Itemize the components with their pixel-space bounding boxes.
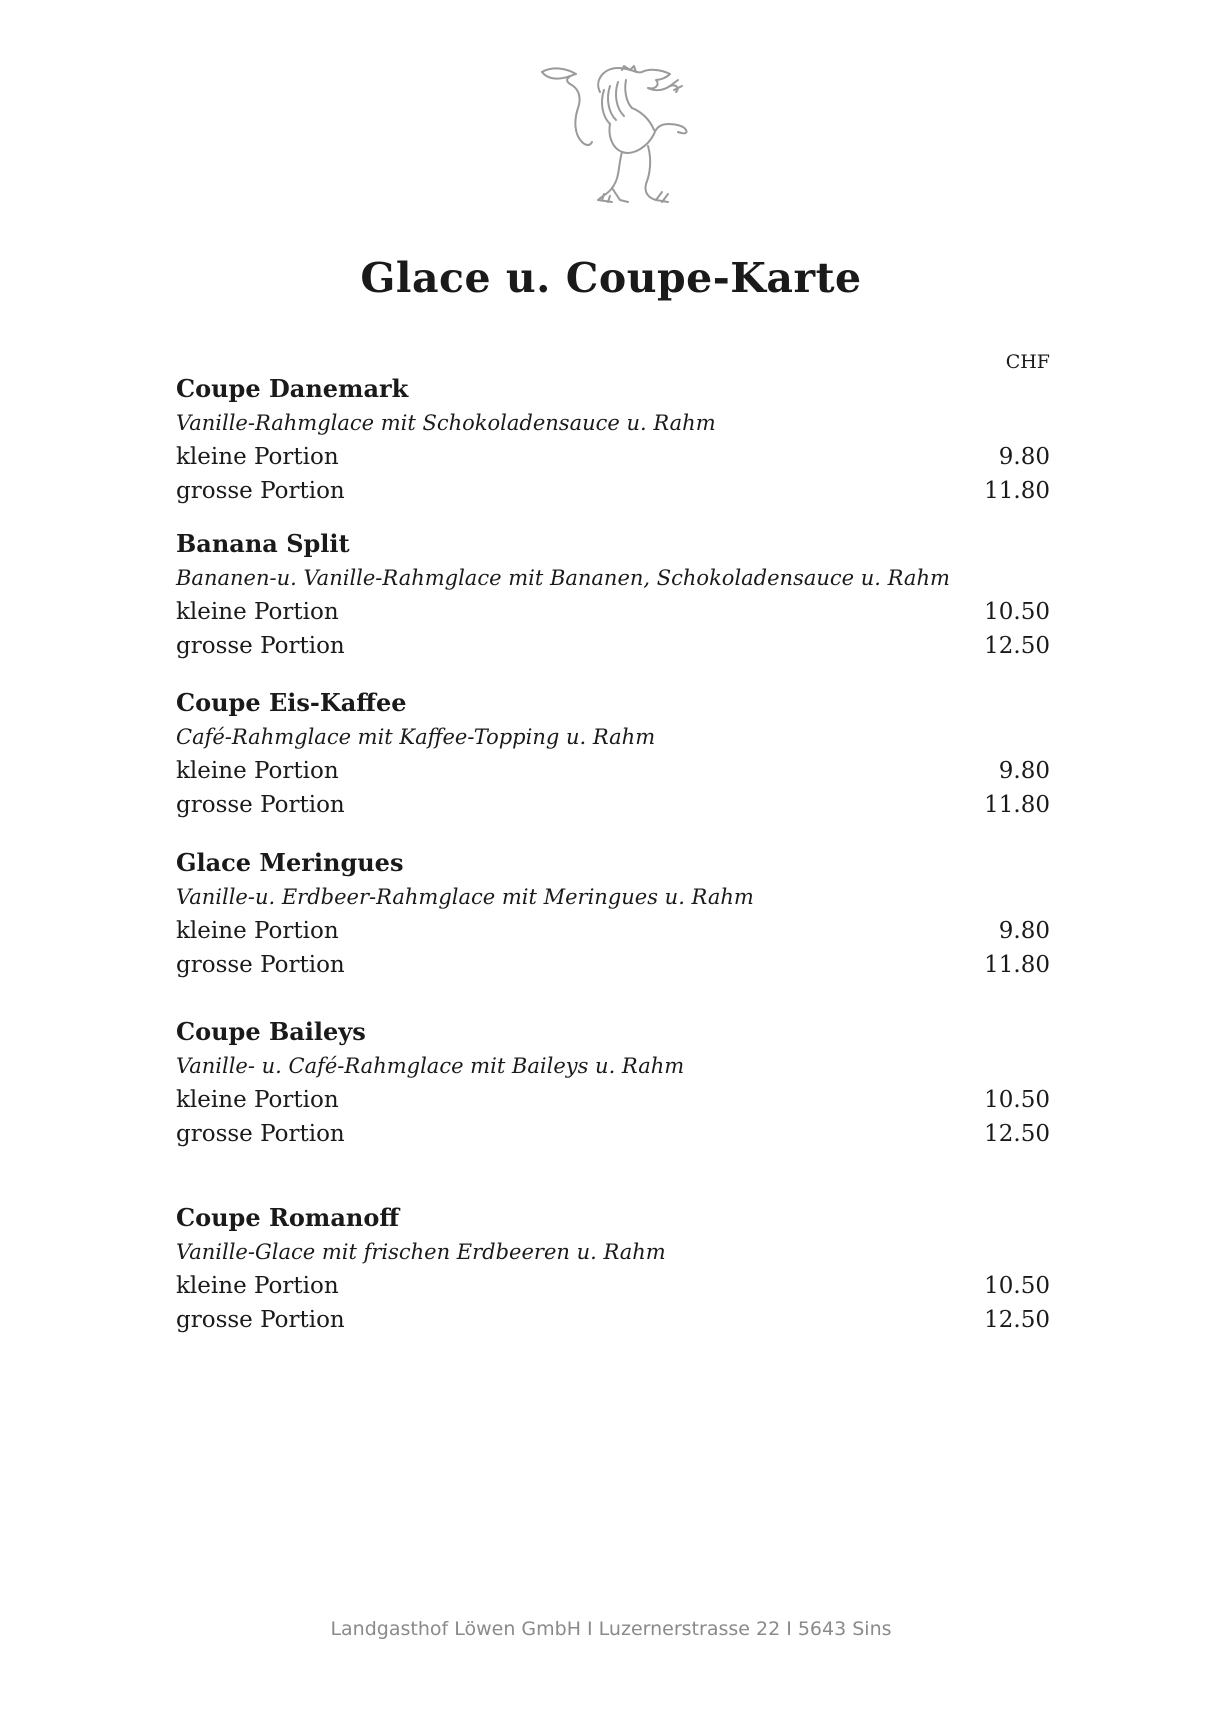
portion-label: kleine Portion [176, 1087, 339, 1113]
portion-label: kleine Portion [176, 918, 339, 944]
portion-label: grosse Portion [176, 952, 345, 978]
menu-item [176, 686, 1050, 822]
page-title: Glace u. Coupe-Karte [360, 254, 862, 302]
portion-label: kleine Portion [176, 444, 339, 470]
item-name: Coupe Baileys [176, 1017, 366, 1046]
portion-label: kleine Portion [176, 599, 339, 625]
portion-price: 12.50 [984, 633, 1050, 659]
menu-item [176, 1015, 1050, 1151]
item-description: Vanille-Glace mit frischen Erdbeeren u. Rahm [176, 1240, 666, 1264]
portion-row [176, 440, 1050, 474]
portion-price: 9.80 [998, 758, 1050, 784]
portion-price: 10.50 [984, 599, 1050, 625]
item-name: Coupe Eis-Kaffee [176, 688, 407, 717]
portion-row [176, 1303, 1050, 1337]
item-description: Café-Rahmglace mit Kaffee-Topping u. Rahm [176, 725, 656, 749]
portion-price: 12.50 [984, 1121, 1050, 1147]
portion-price: 11.80 [984, 792, 1050, 818]
portion-price: 10.50 [984, 1087, 1050, 1113]
portion-row [176, 914, 1050, 948]
item-name: Coupe Danemark [176, 374, 409, 403]
portion-price: 11.80 [984, 478, 1050, 504]
portion-row [176, 788, 1050, 822]
portion-row [176, 1269, 1050, 1303]
portion-label: grosse Portion [176, 792, 345, 818]
portion-row [176, 948, 1050, 982]
portion-price: 9.80 [998, 444, 1050, 470]
portion-row [176, 474, 1050, 508]
menu-item [176, 527, 1050, 663]
currency-label: CHF [1005, 351, 1050, 373]
portion-row [176, 1083, 1050, 1117]
menu-item [176, 372, 1050, 508]
footer-address: Landgasthof Löwen GmbH I Luzernerstrasse 22 I 5643 Sins [330, 1618, 892, 1640]
item-description: Vanille-Rahmglace mit Schokoladensauce u. Rahm [176, 411, 716, 435]
item-description: Vanille- u. Café-Rahmglace mit Baileys u. Rahm [176, 1054, 685, 1078]
portion-row [176, 1117, 1050, 1151]
portion-row [176, 754, 1050, 788]
portion-price: 9.80 [998, 918, 1050, 944]
menu-item [176, 1201, 1050, 1337]
menu-item [176, 846, 1050, 982]
portion-label: grosse Portion [176, 478, 345, 504]
portion-label: grosse Portion [176, 1307, 345, 1333]
portion-price: 11.80 [984, 952, 1050, 978]
portion-label: grosse Portion [176, 1121, 345, 1147]
item-name: Coupe Romanoff [176, 1203, 400, 1232]
portion-label: grosse Portion [176, 633, 345, 659]
portion-label: kleine Portion [176, 758, 339, 784]
portion-label: kleine Portion [176, 1273, 339, 1299]
item-description: Bananen-u. Vanille-Rahmglace mit Bananen, Schokoladensauce u. Rahm [176, 566, 950, 590]
portion-row [176, 595, 1050, 629]
portion-row [176, 629, 1050, 663]
portion-price: 10.50 [984, 1273, 1050, 1299]
item-name: Banana Split [176, 529, 350, 558]
item-description: Vanille-u. Erdbeer-Rahmglace mit Meringues u. Rahm [176, 885, 754, 909]
item-name: Glace Meringues [176, 848, 404, 877]
portion-price: 12.50 [984, 1307, 1050, 1333]
lion-logo-icon [538, 62, 718, 222]
